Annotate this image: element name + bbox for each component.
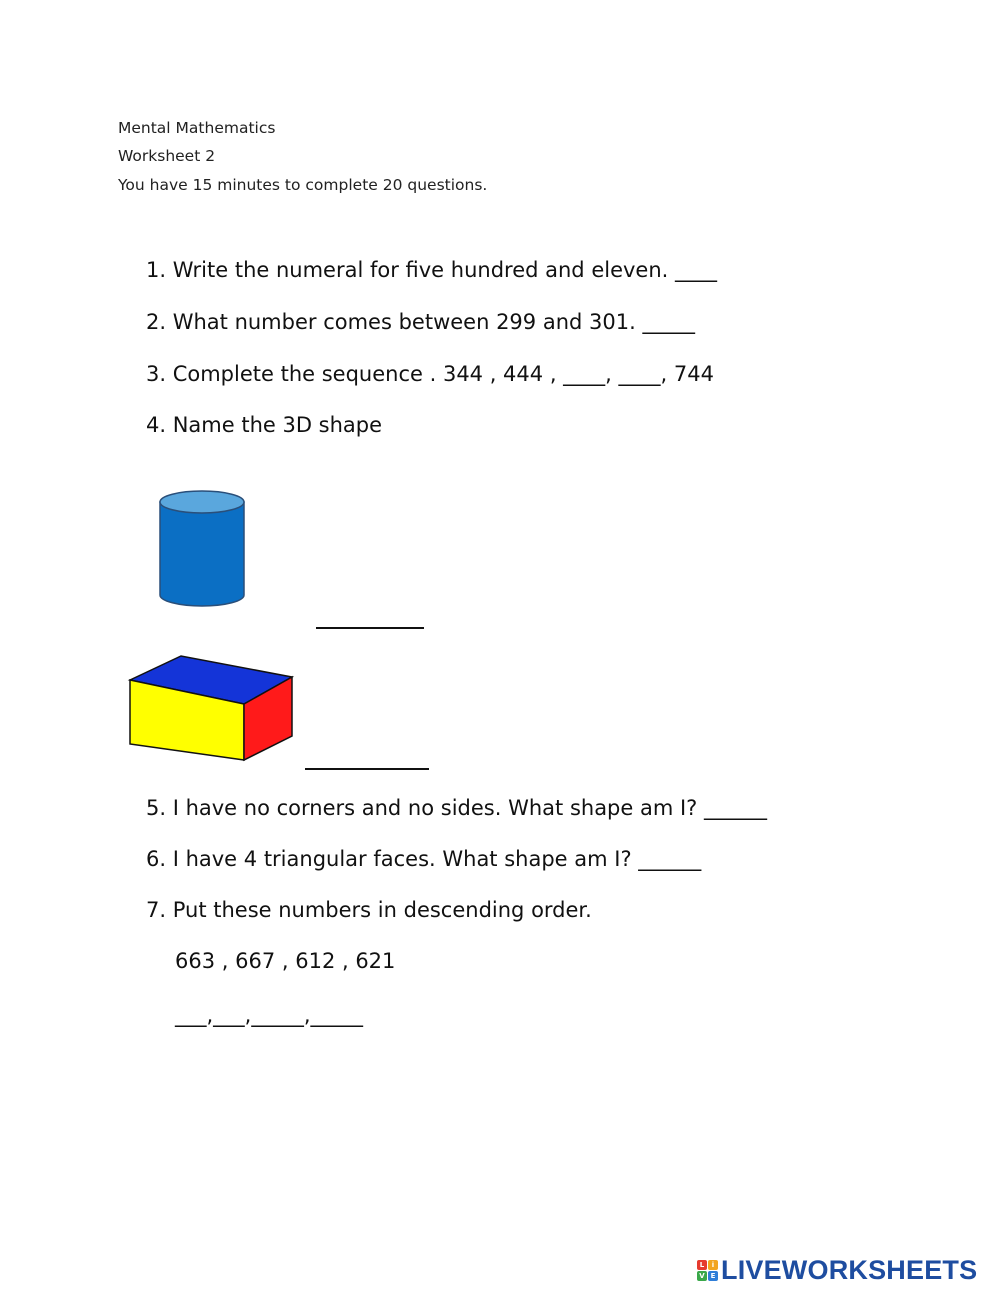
cylinder-top: [160, 491, 244, 513]
worksheet-instructions: You have 15 minutes to complete 20 questions.: [118, 176, 488, 194]
liveworksheets-mark-icon: L i V E: [697, 1260, 718, 1281]
worksheet-title: Mental Mathematics: [118, 119, 276, 137]
question-7-answer-blanks[interactable]: ___,___,_____,_____: [175, 1003, 364, 1027]
question-3: 3. Complete the sequence . 344 , 444 , ____, ____, 744: [146, 362, 714, 386]
question-5: 5. I have no corners and no sides. What shape am I? ______: [146, 796, 767, 820]
cylinder-shape: [155, 485, 251, 611]
liveworksheets-brand: LIVEWORKSHEETS: [721, 1255, 978, 1285]
answer-blank-cuboid[interactable]: [305, 768, 429, 770]
question-2: 2. What number comes between 299 and 301. _____: [146, 310, 695, 334]
question-4: 4. Name the 3D shape: [146, 413, 383, 437]
question-7-numbers: 663 , 667 , 612 , 621: [175, 949, 396, 973]
question-1: 1. Write the numeral for five hundred and eleven. ____: [146, 258, 717, 282]
cylinder-body: [160, 502, 244, 606]
worksheet-number: Worksheet 2: [118, 147, 216, 165]
question-7: 7. Put these numbers in descending order.: [146, 898, 592, 922]
cuboid-shape: [124, 652, 298, 766]
question-6: 6. I have 4 triangular faces. What shape am I? ______: [146, 847, 702, 871]
answer-blank-cylinder[interactable]: [316, 627, 424, 629]
liveworksheets-logo: [697, 1255, 977, 1286]
